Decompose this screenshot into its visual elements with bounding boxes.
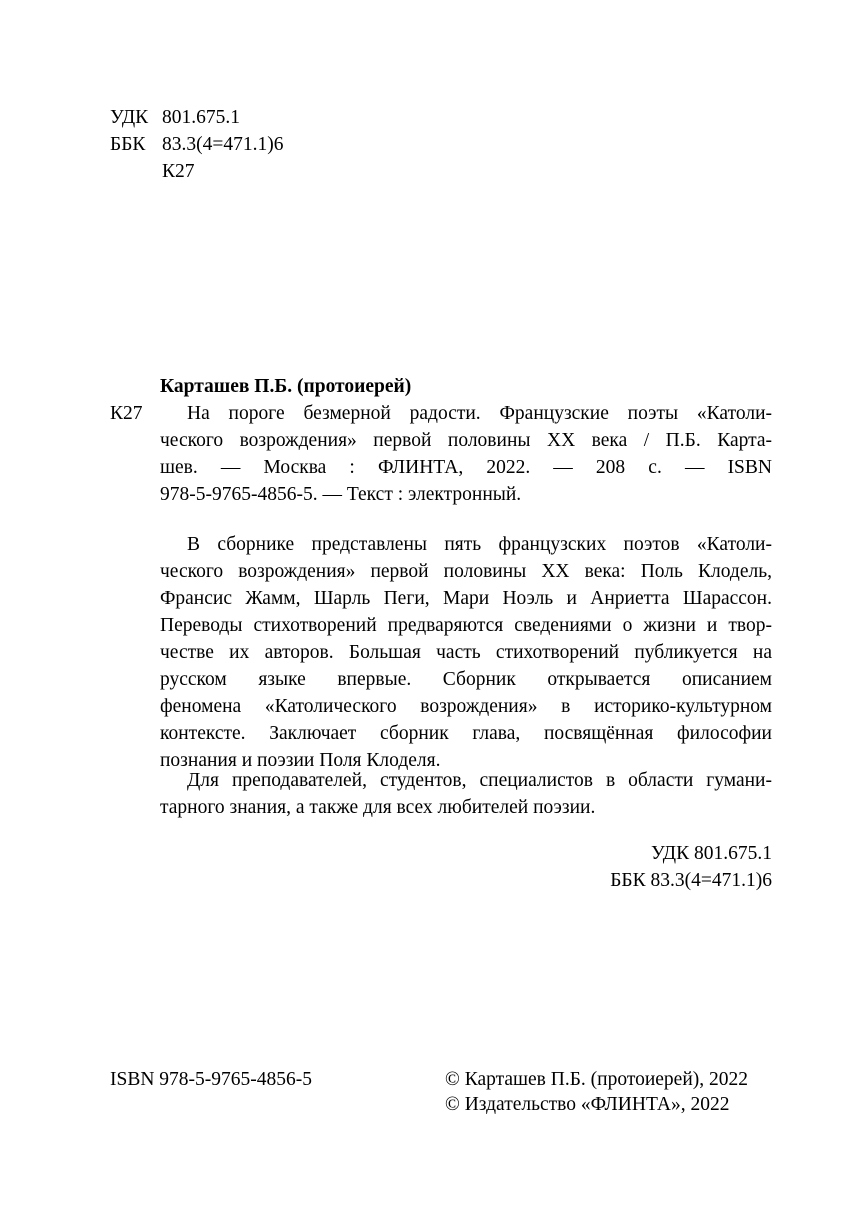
- author-mark-top: К27: [162, 161, 195, 182]
- copyright-author: © Карташев П.Б. (протоиерей), 2022: [445, 1069, 749, 1090]
- audience-line: Для преподавателей, студентов, специалистов в области гумани-: [187, 770, 772, 791]
- annotation: [160, 0, 772, 820]
- description-line: шев. — Москва : ФЛИНТА, 2022. — 208 с. — ISBN: [160, 457, 772, 478]
- bbk-code: ББК 83.3(4=471.1)6: [610, 870, 772, 891]
- annotation-line: контексте. Заключает сборник глава, посвящённая философии: [160, 723, 772, 744]
- bbk-label: ББК: [110, 134, 146, 155]
- annotation-line: Переводы стихотворений предваряются сведениями о жизни и твор-: [160, 615, 772, 636]
- author-mark: К27: [110, 403, 143, 424]
- bbk-value: 83.3(4=471.1)6: [162, 134, 284, 155]
- description-line: 978-5-9765-4856-5. — Текст : электронный.: [160, 484, 522, 505]
- annotation-line: ческого возрождения» первой половины XX века: Поль Клодель,: [160, 561, 772, 582]
- annotation-line: познания и поэзии Поля Клоделя.: [160, 750, 441, 771]
- description-line: На пороге безмерной радости. Французские поэты «Католи-: [187, 403, 772, 424]
- isbn: ISBN 978-5-9765-4856-5: [110, 1069, 313, 1090]
- udk-label: УДК: [110, 107, 149, 128]
- description-line: ческого возрождения» первой половины XX века / П.Б. Карта-: [160, 430, 772, 451]
- annotation-line: честве их авторов. Большая часть стихотворений публикуется на: [160, 642, 772, 663]
- annotation-line: Франсис Жамм, Шарль Пеги, Мари Ноэль и Анриетта Шарассон.: [160, 588, 772, 609]
- annotation-line: феномена «Католического возрождения» в историко-культурном: [160, 696, 772, 717]
- author-heading: Карташев П.Б. (протоиерей): [160, 376, 412, 397]
- annotation-line: русском языке впервые. Сборник открывается описанием: [160, 669, 772, 690]
- udk-code: УДК 801.675.1: [650, 843, 772, 864]
- udk-value: 801.675.1: [162, 107, 240, 128]
- annotation-line: В сборнике представлены пять французских поэтов «Католи-: [187, 534, 772, 555]
- copyright-publisher: © Издательство «ФЛИНТА», 2022: [445, 1094, 730, 1115]
- audience-line: тарного знания, а также для всех любителей поэзии.: [160, 797, 596, 818]
